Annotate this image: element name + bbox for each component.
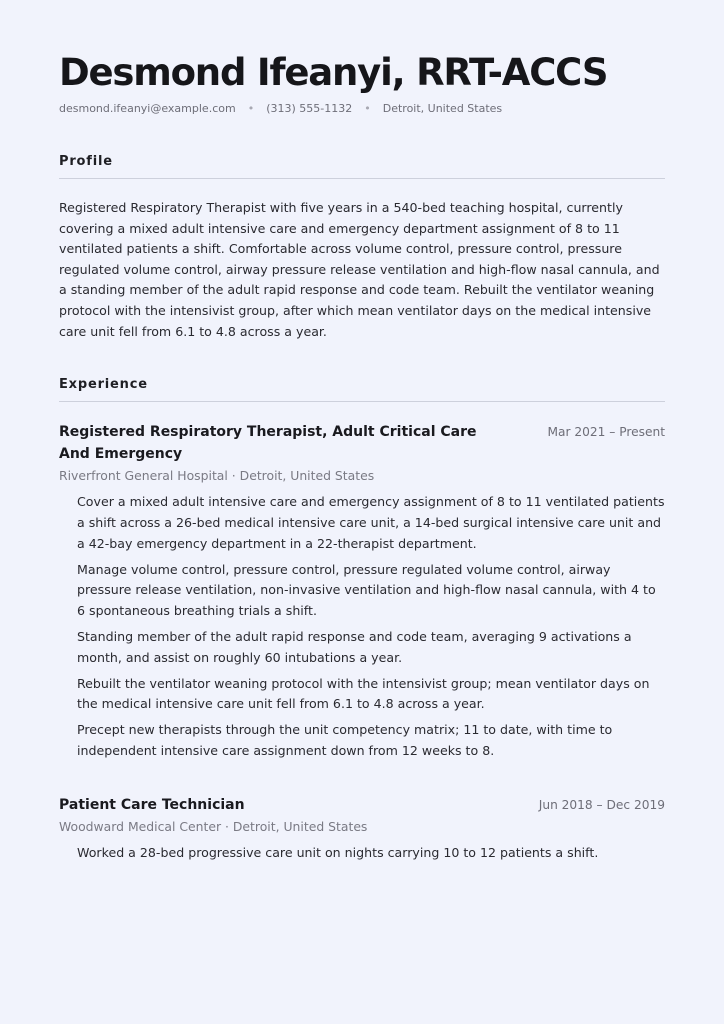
contact-line <box>59 102 665 116</box>
job-dates: Jun 2018 – Dec 2019 <box>538 797 665 812</box>
job-bullet: Rebuilt the ventilator weaning protocol with the intensivist group; mean ventilator days on the medical intensive care unit fell from 6.1 to 4.8 across a year. <box>77 675 650 712</box>
job-bullet: Cover a mixed adult intensive care and emergency assignment of 8 to 11 ventilated patients a shift across a 26-bed medical intensive care unit, a 14-bed surgical intensive care unit and a 42-bay emergency department in a 22-therapist department. <box>77 494 665 551</box>
job-dates: Mar 2021 – Present <box>547 425 665 440</box>
candidate-name: Desmond Ifeanyi, RRT-ACCS <box>59 51 608 94</box>
phone-text: (313) 555-1132 <box>266 102 353 115</box>
job-bullet: Worked a 28-bed progressive care unit on nights carrying 10 to 12 patients a shift. <box>77 844 599 860</box>
job-bullet: Standing member of the adult rapid response and code team, averaging 9 activations a month, and assist on roughly 60 intubations a year. <box>77 628 632 665</box>
job-entry <box>59 421 665 762</box>
job-header <box>59 421 665 465</box>
job-organization: Riverfront General Hospital · Detroit, United States <box>59 468 375 484</box>
job-bullet: Precept new therapists through the unit competency matrix; 11 to date, with time to independent intensive care assignment down from 12 weeks to 8. <box>77 722 613 758</box>
job-bullets <box>59 492 665 762</box>
job-title: Patient Care Technician <box>59 796 245 813</box>
experience-section <box>59 377 665 863</box>
job-header <box>59 794 665 816</box>
job-title: Registered Respiratory Therapist, Adult Critical Care And Emergency <box>59 424 477 463</box>
contact-separator: • <box>364 102 371 115</box>
profile-heading: Profile <box>59 154 665 179</box>
job-bullets <box>59 843 665 864</box>
job-organization: Woodward Medical Center · Detroit, United States <box>59 818 368 834</box>
experience-heading: Experience <box>59 377 665 402</box>
job-entry <box>59 794 665 864</box>
job-bullet: Manage volume control, pressure control, pressure regulated volume control, airway pressure release ventilation, non-invasive ventilation and high-flow nasal cannula, with 4 to 6 spontaneous breathing trials a shift. <box>77 561 656 619</box>
profile-section <box>59 154 665 342</box>
email-text: desmond.ifeanyi@example.com <box>59 102 236 115</box>
contact-separator: • <box>247 102 255 115</box>
profile-summary: Registered Respiratory Therapist with five years in a 540-bed teaching hospital, currently covering a mixed adult intensive care and emergency department assignment of 8 to 11 ventilated patients a shift. Comfortable across volume control, pressure control, pressure regulated volume control, airway pressure release ventilation and high-flow nasal cannula, and a standing member of the adult rapid response and code team. Rebuilt the ventilator weaning protocol with the intensivist group, after which mean ventilator days on the medical intensive care unit fell from 6.1 to 4.8 across a year. <box>59 200 660 339</box>
location-text: Detroit, United States <box>382 102 503 115</box>
